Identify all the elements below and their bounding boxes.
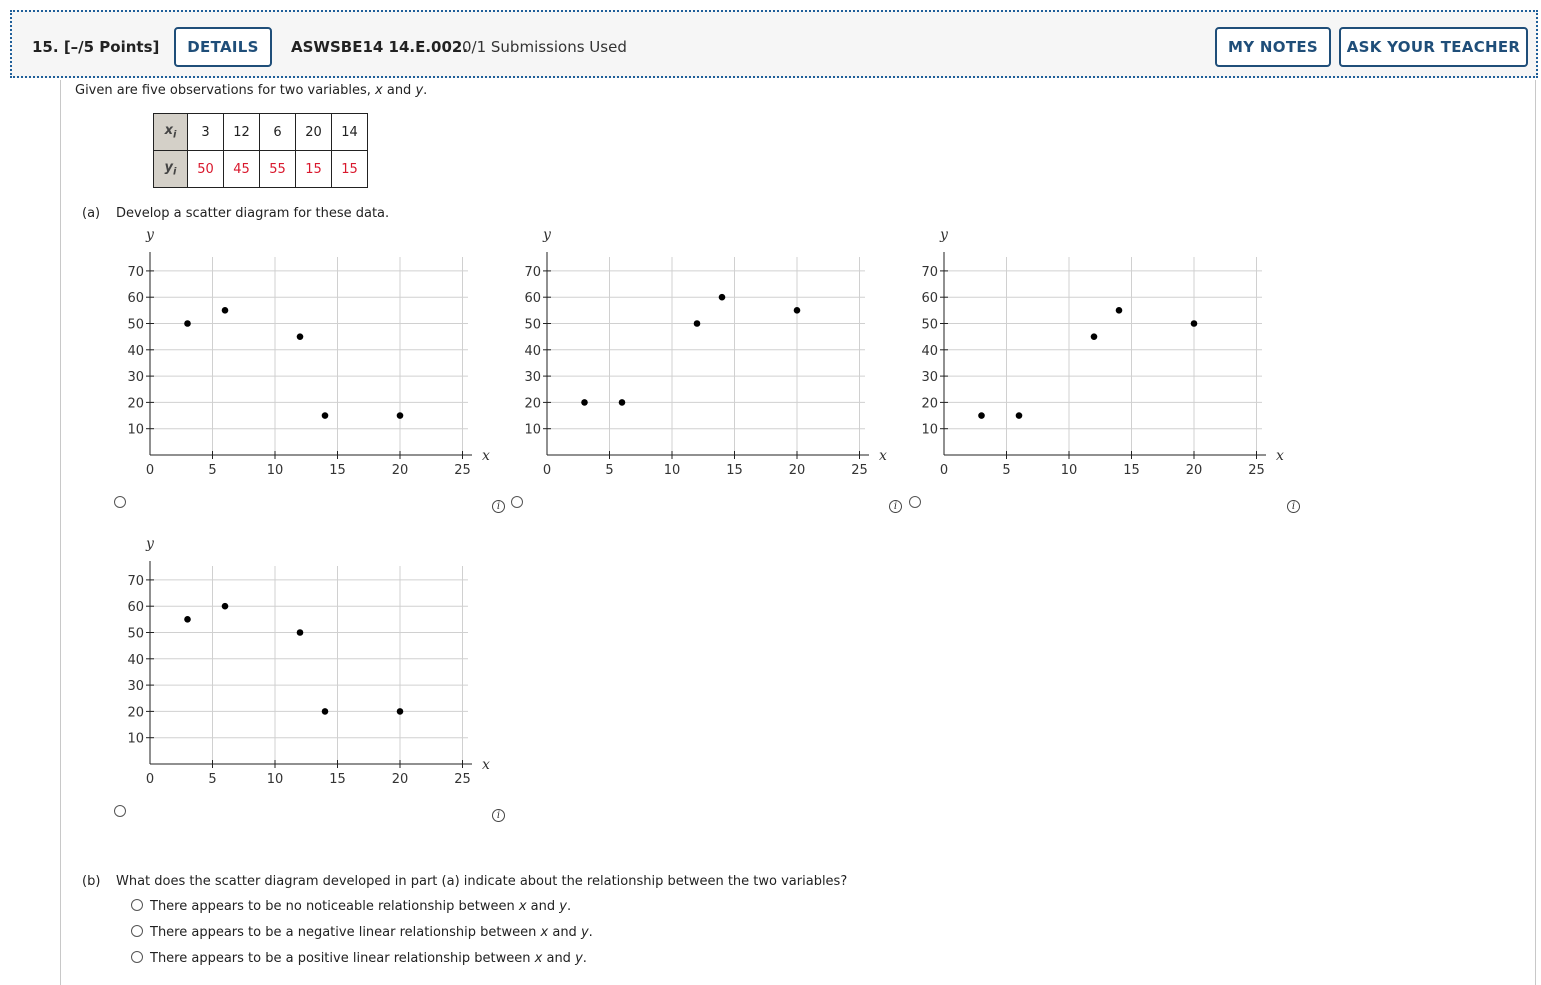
data-point [581,399,588,406]
data-point [322,412,329,419]
data-point [619,399,626,406]
table-row-y [154,151,368,188]
y-axis-title: y [146,536,154,552]
y-tick-label: 70 [524,264,541,280]
submissions-used: 0/1 Submissions Used [462,38,627,56]
y-tick-label: 40 [921,343,938,359]
y-tick-label: 20 [127,705,144,721]
data-point [978,412,985,419]
y-tick-label: 60 [127,291,144,307]
scatter-plot-option-4 [110,536,490,799]
data-point [322,708,329,715]
info-icon[interactable]: i [889,500,902,513]
x-tick-label: 20 [391,772,409,787]
scatter-plot-option-2 [507,227,887,490]
data-point [794,307,801,314]
x-axis-title: x [879,448,887,464]
y-axis-title: y [543,227,551,243]
table-cell: 6 [260,114,296,151]
data-point [397,412,404,419]
x-tick-label: 5 [208,463,217,478]
relationship-option-none-label: There appears to be no noticeable relationship between x and y. [150,899,572,914]
y-tick-label: 10 [524,422,541,438]
data-point [397,708,404,715]
plot-option-3-radio[interactable] [909,496,921,508]
ask-your-teacher-button[interactable]: ASK YOUR TEACHER [1339,27,1528,67]
table-cell: 20 [296,114,332,151]
y-tick-label: 60 [127,600,144,616]
data-point [297,333,304,340]
y-tick-label: 60 [921,291,938,307]
relationship-option-none-radio[interactable] [131,899,143,911]
question-code: ASWSBE14 14.E.002. [291,38,469,56]
x-tick-label: 10 [266,463,284,478]
data-point [1116,307,1123,314]
part-b-prompt: (b) What does the scatter diagram developed in part (a) indicate about the relationship between the two variables? [82,874,848,889]
y-tick-label: 30 [127,370,144,386]
x-tick-label: 20 [1185,463,1203,478]
data-point [297,629,304,636]
y-tick-label: 60 [524,291,541,307]
x-tick-label: 15 [726,463,743,478]
info-icon[interactable]: i [492,500,505,513]
table-cell: 45 [224,151,260,188]
plot-option-2-radio[interactable] [511,496,523,508]
relationship-option-negative-radio[interactable] [131,925,143,937]
y-tick-label: 40 [524,343,541,359]
x-header-cell: $x_i$ [154,114,188,151]
y-tick-label: 50 [921,317,938,333]
y-tick-label: 30 [127,679,144,695]
part-a-prompt: (a) Develop a scatter diagram for these data. [82,206,390,221]
data-point [222,307,229,314]
table-cell: 12 [224,114,260,151]
x-tick-label: 25 [1248,463,1265,478]
data-point [1016,412,1023,419]
relationship-option-positive-radio[interactable] [131,951,143,963]
x-tick-label: 15 [329,463,346,478]
data-point [719,294,726,301]
info-icon[interactable]: i [492,809,505,822]
plot-option-4-radio[interactable] [114,805,126,817]
data-point [1191,320,1198,327]
x-tick-label: 5 [1002,463,1011,478]
x-tick-label: 10 [1060,463,1078,478]
y-tick-label: 50 [524,317,541,333]
y-tick-label: 20 [127,396,144,412]
y-tick-label: 30 [921,370,938,386]
x-tick-label: 0 [145,772,155,787]
y-tick-label: 10 [127,422,144,438]
data-point [222,603,229,610]
x-tick-label: 0 [939,463,949,478]
y-header-cell: $y_i$ [154,151,188,188]
y-tick-label: 50 [127,626,144,642]
table-cell: 55 [260,151,296,188]
question-number-points: 15. [–/5 Points] [32,38,160,56]
y-tick-label: 20 [921,396,938,412]
y-tick-label: 70 [127,264,144,280]
y-axis-title: y [940,227,948,243]
x-tick-label: 15 [329,772,346,787]
x-tick-label: 25 [851,463,868,478]
data-point [694,320,701,327]
x-tick-label: 15 [1123,463,1140,478]
table-cell: 15 [332,151,368,188]
y-tick-label: 70 [127,573,144,589]
table-cell: 15 [296,151,332,188]
details-button[interactable]: DETAILS [174,27,272,67]
x-tick-label: 25 [454,463,471,478]
y-tick-label: 30 [524,370,541,386]
plot-option-1-radio[interactable] [114,496,126,508]
table-cell: 50 [188,151,224,188]
x-axis-title: x [1276,448,1284,464]
y-tick-label: 40 [127,652,144,668]
x-tick-label: 20 [391,463,409,478]
y-tick-label: 10 [921,422,938,438]
data-table [153,113,368,188]
my-notes-button[interactable]: MY NOTES [1215,27,1331,67]
x-axis-title: x [482,448,490,464]
data-point [184,616,191,623]
info-icon[interactable]: i [1287,500,1300,513]
table-cell: 14 [332,114,368,151]
x-tick-label: 20 [788,463,806,478]
question-header [10,10,1538,78]
x-tick-label: 25 [454,772,471,787]
relationship-option-negative-label: There appears to be a negative linear relationship between x and y. [150,925,593,940]
x-tick-label: 0 [542,463,552,478]
table-cell: 3 [188,114,224,151]
x-tick-label: 5 [208,772,217,787]
y-tick-label: 10 [127,731,144,747]
x-tick-label: 10 [663,463,681,478]
table-row-x [154,114,368,151]
data-point [1091,333,1098,340]
x-axis-title: x [482,757,490,773]
y-tick-label: 40 [127,343,144,359]
data-point [184,320,191,327]
y-axis-title: y [146,227,154,243]
x-tick-label: 0 [145,463,155,478]
x-tick-label: 10 [266,772,284,787]
relationship-option-positive-label: There appears to be a positive linear relationship between x and y. [150,951,587,966]
question-intro: Given are five observations for two variables, x and y. [75,83,428,98]
y-tick-label: 70 [921,264,938,280]
y-tick-label: 50 [127,317,144,333]
y-tick-label: 20 [524,396,541,412]
x-tick-label: 5 [605,463,614,478]
scatter-plot-option-3 [904,227,1284,490]
scatter-plot-option-1 [110,227,490,490]
